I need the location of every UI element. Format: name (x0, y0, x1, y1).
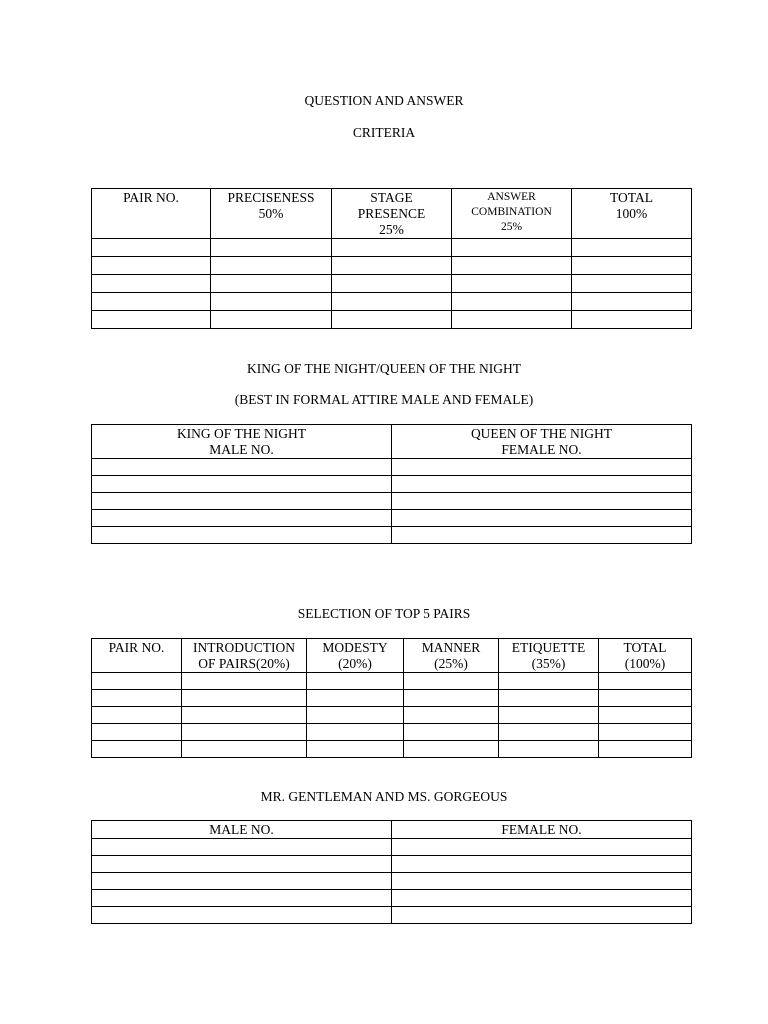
table-header-row (92, 189, 692, 239)
table-row (92, 673, 692, 690)
table-cell[interactable] (572, 257, 692, 275)
table-cell[interactable] (499, 673, 599, 690)
table-cell[interactable] (392, 890, 692, 907)
section2-subtitle: (BEST IN FORMAL ATTIRE MALE AND FEMALE) (234, 392, 534, 407)
table-cell[interactable] (92, 839, 392, 856)
table-cell[interactable] (452, 293, 572, 311)
section2-title: KING OF THE NIGHT/QUEEN OF THE NIGHT (247, 361, 521, 376)
table-row (92, 873, 692, 890)
table-cell[interactable] (332, 275, 452, 293)
table-cell[interactable] (307, 741, 404, 758)
table-header-row (92, 821, 692, 839)
col-preciseness: PRECISENESS 50% (211, 189, 332, 239)
table-cell[interactable] (211, 257, 332, 275)
table-cell[interactable] (92, 890, 392, 907)
table-row (92, 476, 692, 493)
table-cell[interactable] (404, 724, 499, 741)
table-cell[interactable] (392, 873, 692, 890)
top5-pairs-table (91, 638, 692, 758)
table-cell[interactable] (92, 856, 392, 873)
table-cell[interactable] (182, 741, 307, 758)
table-row (92, 707, 692, 724)
table-header-row (92, 425, 692, 459)
table-cell[interactable] (182, 724, 307, 741)
table-cell[interactable] (599, 741, 692, 758)
table-cell[interactable] (572, 239, 692, 257)
table-cell[interactable] (307, 673, 404, 690)
table-cell[interactable] (599, 724, 692, 741)
section3-title: SELECTION OF TOP 5 PAIRS (297, 606, 471, 621)
table-row (92, 839, 692, 856)
section1-subtitle: CRITERIA (352, 125, 416, 140)
table-cell[interactable] (92, 673, 182, 690)
table-cell[interactable] (92, 707, 182, 724)
table-cell[interactable] (392, 856, 692, 873)
table-cell[interactable] (182, 690, 307, 707)
table-cell[interactable] (307, 724, 404, 741)
table-row (92, 890, 692, 907)
table-cell[interactable] (307, 690, 404, 707)
col-pair-no: PAIR NO. (92, 189, 211, 239)
table-row (92, 741, 692, 758)
table-cell[interactable] (452, 239, 572, 257)
king-queen-table (91, 424, 692, 544)
table-row (92, 510, 692, 527)
table-row (92, 293, 692, 311)
table-cell[interactable] (182, 673, 307, 690)
table-row (92, 724, 692, 741)
table-cell[interactable] (452, 257, 572, 275)
table-cell[interactable] (211, 293, 332, 311)
table-cell[interactable] (392, 510, 692, 527)
table-cell[interactable] (404, 673, 499, 690)
table-cell[interactable] (92, 741, 182, 758)
table-cell[interactable] (92, 459, 392, 476)
table-cell[interactable] (307, 707, 404, 724)
table-cell[interactable] (92, 690, 182, 707)
table-cell[interactable] (332, 257, 452, 275)
col-king-of-the-night: KING OF THE NIGHT MALE NO. (92, 425, 392, 459)
col-manner: MANNER (25%) (404, 639, 499, 673)
table-cell[interactable] (332, 293, 452, 311)
table-row (92, 275, 692, 293)
table-cell[interactable] (92, 873, 392, 890)
table-cell[interactable] (332, 239, 452, 257)
table-cell[interactable] (404, 690, 499, 707)
table-cell[interactable] (92, 510, 392, 527)
table-cell[interactable] (499, 741, 599, 758)
table-cell[interactable] (599, 673, 692, 690)
table-row (92, 907, 692, 924)
col-pair-no: PAIR NO. (92, 639, 182, 673)
table-cell[interactable] (392, 907, 692, 924)
table-cell[interactable] (392, 493, 692, 510)
table-cell[interactable] (392, 476, 692, 493)
table-cell[interactable] (572, 311, 692, 329)
table-cell[interactable] (92, 293, 211, 311)
table-row (92, 690, 692, 707)
table-cell[interactable] (392, 459, 692, 476)
col-male-no: MALE NO. (92, 821, 392, 839)
table-cell[interactable] (572, 275, 692, 293)
table-cell[interactable] (392, 527, 692, 544)
table-cell[interactable] (332, 311, 452, 329)
table-cell[interactable] (92, 907, 392, 924)
table-cell[interactable] (92, 275, 211, 293)
section4-title: MR. GENTLEMAN AND MS. GORGEOUS (260, 789, 508, 804)
gentleman-gorgeous-table (91, 820, 692, 924)
table-row (92, 527, 692, 544)
col-introduction-of-pairs: INTRODUCTION OF PAIRS(20%) (182, 639, 307, 673)
table-cell[interactable] (211, 275, 332, 293)
col-answer-combination: ANSWER COMBINATION 25% (452, 189, 572, 239)
table-row (92, 856, 692, 873)
table-cell[interactable] (452, 275, 572, 293)
table-cell[interactable] (599, 690, 692, 707)
table-cell[interactable] (92, 311, 211, 329)
table-cell[interactable] (572, 293, 692, 311)
table-cell[interactable] (92, 724, 182, 741)
section1-title: QUESTION AND ANSWER (304, 93, 464, 108)
table-row (92, 493, 692, 510)
table-row (92, 257, 692, 275)
table-row (92, 239, 692, 257)
table-header-row (92, 639, 692, 673)
table-cell[interactable] (452, 311, 572, 329)
table-cell[interactable] (92, 493, 392, 510)
table-cell[interactable] (182, 707, 307, 724)
table-cell[interactable] (92, 239, 211, 257)
col-modesty: MODESTY (20%) (307, 639, 404, 673)
col-queen-of-the-night: QUEEN OF THE NIGHT FEMALE NO. (392, 425, 692, 459)
table-cell[interactable] (392, 839, 692, 856)
table-cell[interactable] (599, 707, 692, 724)
table-cell[interactable] (499, 724, 599, 741)
table-row (92, 459, 692, 476)
col-stage-presence: STAGE PRESENCE 25% (332, 189, 452, 239)
table-cell[interactable] (211, 311, 332, 329)
col-etiquette: ETIQUETTE (35%) (499, 639, 599, 673)
table-cell[interactable] (211, 239, 332, 257)
table-cell[interactable] (92, 257, 211, 275)
table-cell[interactable] (404, 741, 499, 758)
table-cell[interactable] (92, 527, 392, 544)
table-cell[interactable] (499, 707, 599, 724)
table-cell[interactable] (92, 476, 392, 493)
col-female-no: FEMALE NO. (392, 821, 692, 839)
question-answer-table (91, 188, 692, 329)
table-row (92, 311, 692, 329)
table-cell[interactable] (404, 707, 499, 724)
col-total: TOTAL 100% (572, 189, 692, 239)
table-cell[interactable] (499, 690, 599, 707)
col-total: TOTAL (100%) (599, 639, 692, 673)
